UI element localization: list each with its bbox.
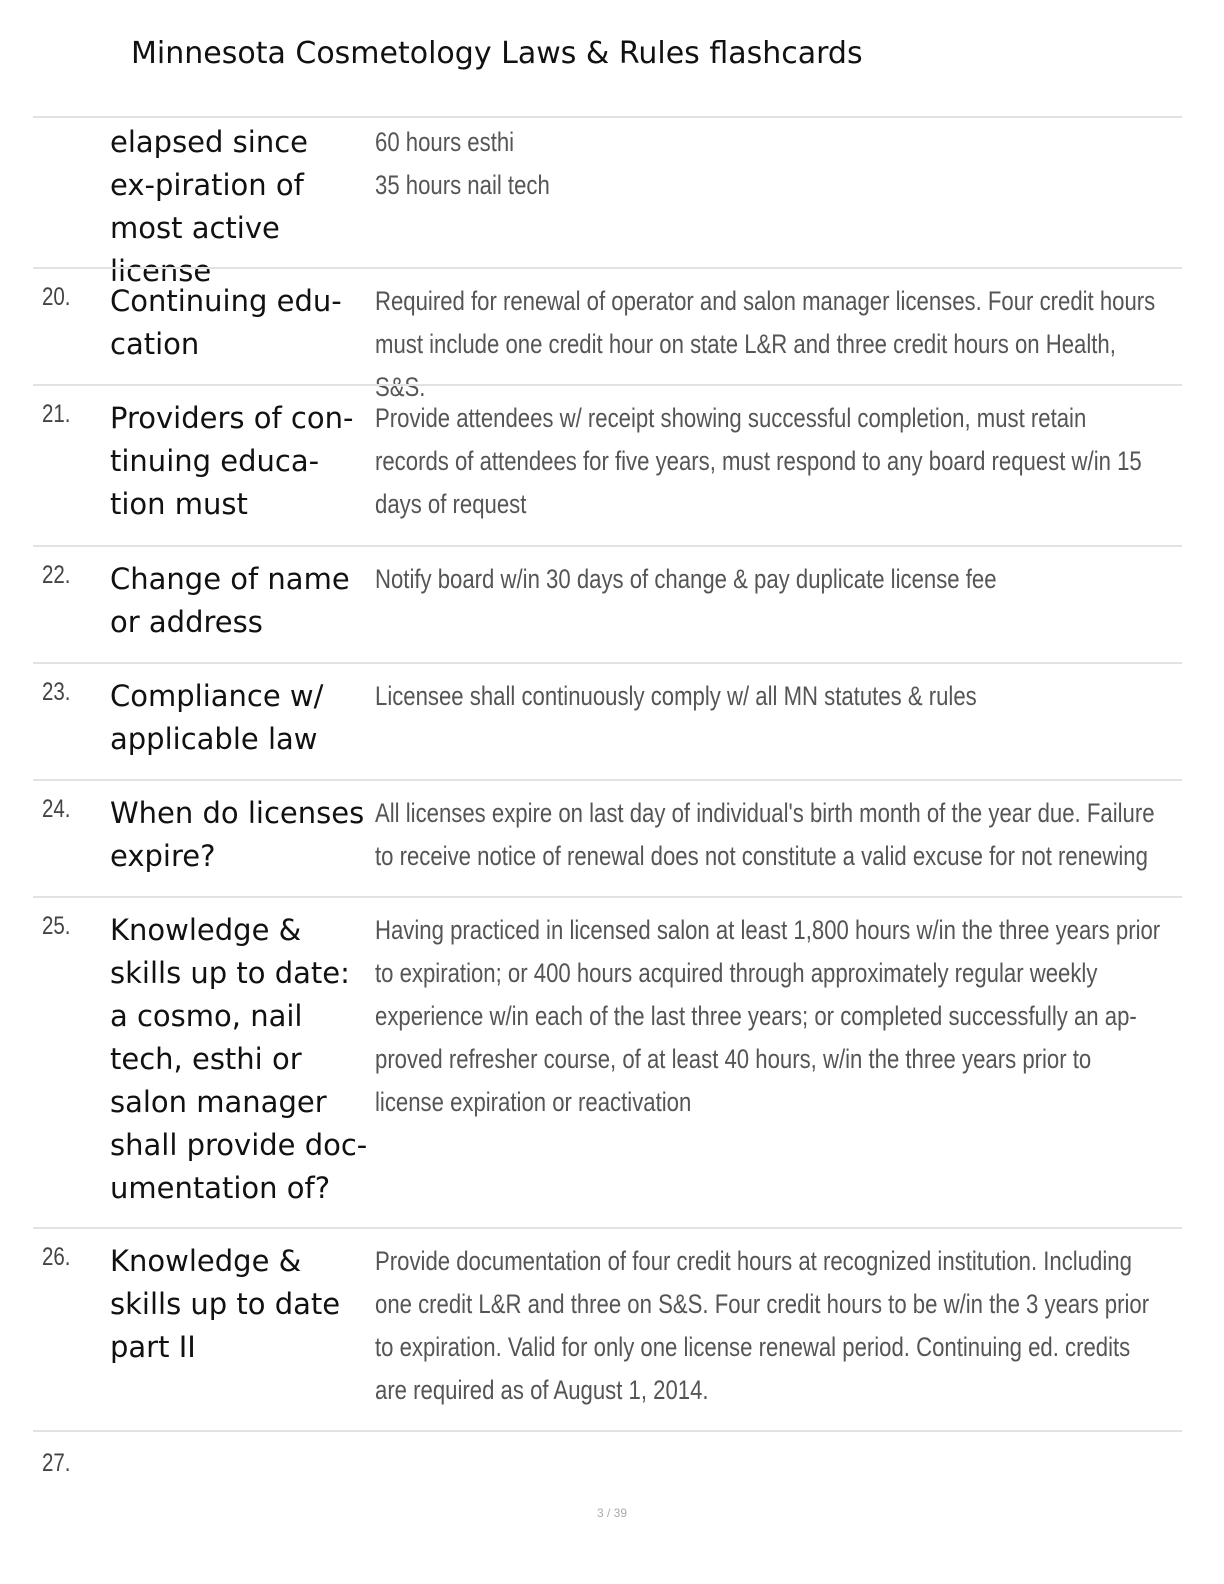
page-title: Minnesota Cosmetology Laws & Rules flashcards: [131, 36, 863, 71]
card-definition: [375, 121, 1162, 207]
flashcard-table: [33, 116, 1182, 1492]
card-definition: Provide attendees w/ receipt showing successful completion, must retain records of attendees for five years, must respond to any board request w/in 15 days of request: [375, 403, 1142, 519]
flashcard-row: [33, 545, 1182, 662]
flashcard-row: [33, 1227, 1182, 1430]
card-term: elapsed since ex-piration of most active license: [110, 125, 308, 288]
flashcard-row: [33, 116, 1182, 288]
card-definition: Having practiced in licensed salon at least 1,800 hours w/in the three years prior to expiration; or 400 hours acquired through approximately regular weekly experience w/in each of the last three years; or completed successfully an ap-proved refresher course, of at least 40 hours, w/in the three years prior to license expiration or reactivation: [375, 915, 1161, 1117]
flashcard-row: [33, 779, 1182, 896]
flashcard-row: [33, 384, 1182, 545]
card-term: When do licenses expire?: [110, 796, 365, 873]
card-term: Knowledge & skills up to date: a cosmo, nail tech, esthi or salon manager shall provide doc-umentation of?: [110, 913, 368, 1205]
card-definition: Notify board w/in 30 days of change & pay duplicate license fee: [375, 564, 997, 594]
card-number: 24.: [42, 795, 71, 823]
flashcard-row: [33, 1430, 1182, 1492]
flashcard-row: [33, 662, 1182, 779]
card-number: 22.: [42, 561, 71, 589]
card-definition-line: 35 hours nail tech: [375, 170, 550, 200]
card-term: Providers of con-tinuing educa-tion must: [110, 401, 354, 521]
card-definition-line: 60 hours esthi: [375, 127, 515, 157]
flashcard-row: [33, 267, 1182, 402]
card-term: Knowledge & skills up to date part II: [110, 1244, 341, 1364]
card-definition: Required for renewal of operator and salon manager licenses. Four credit hours must include one credit hour on state L&R and three credit hours on Health, S&S.: [375, 286, 1156, 402]
card-number: 27.: [42, 1449, 71, 1477]
card-number: 21.: [42, 400, 71, 428]
page-number: 3 / 39: [596, 1506, 628, 1520]
card-number: 23.: [42, 678, 71, 706]
card-number: 25.: [42, 912, 71, 940]
card-definition: Provide documentation of four credit hours at recognized institution. Including one credit L&R and three on S&S. Four credit hours to be w/in the 3 years prior to expiration. Valid for only one license renewal period. Continuing ed. credits are required as of August 1, 2014.: [375, 1246, 1150, 1405]
card-number: 26.: [42, 1243, 71, 1271]
card-term: Compliance w/ applicable law: [110, 679, 324, 756]
card-term: Continuing edu-cation: [110, 284, 342, 361]
card-definition: All licenses expire on last day of individual's birth month of the year due. Failure to receive notice of renewal does not constitute a valid excuse for not renewing: [375, 798, 1155, 871]
card-definition: Licensee shall continuously comply w/ all MN statutes & rules: [375, 681, 977, 711]
card-term: Change of name or address: [110, 562, 350, 639]
card-number: 20.: [42, 283, 71, 311]
flashcard-row: [33, 896, 1182, 1227]
